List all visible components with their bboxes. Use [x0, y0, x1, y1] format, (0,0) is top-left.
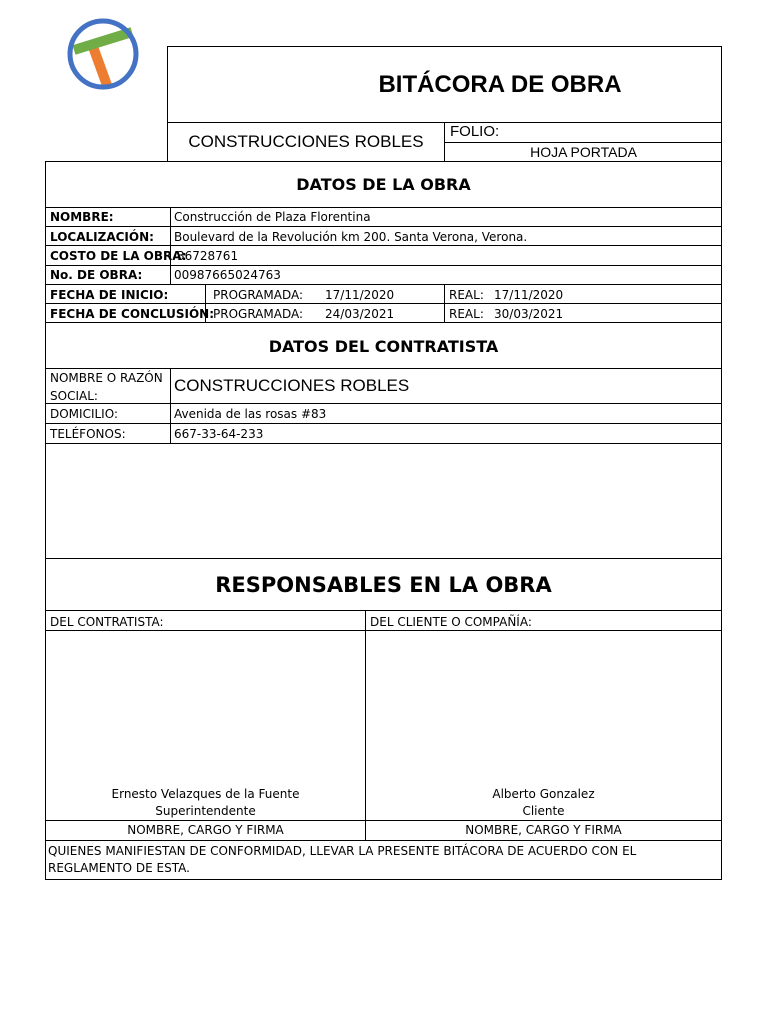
firma-label-right: NOMBRE, CARGO Y FIRMA: [465, 823, 622, 837]
inicio-real-label: REAL:: [449, 288, 484, 302]
row-line: [45, 840, 722, 841]
row-line: [45, 207, 722, 208]
fecha-conclusion-label: FECHA DE CONCLUSIÓN:: [50, 307, 215, 321]
col-line: [444, 284, 445, 322]
firma-label-left: NOMBRE, CARGO Y FIRMA: [127, 823, 284, 837]
fecha-inicio-label: FECHA DE INICIO:: [50, 288, 169, 302]
telefonos-value: 667-33-64-233: [174, 427, 264, 441]
section-title-responsables: RESPONSABLES EN LA OBRA: [215, 573, 552, 597]
razon-value: CONSTRUCCIONES ROBLES: [174, 376, 410, 395]
nombre-label: NOMBRE:: [50, 210, 114, 224]
razon-label-line2: SOCIAL:: [50, 389, 98, 403]
row-line: [45, 443, 722, 444]
row-line: [45, 820, 722, 821]
folio-label: FOLIO:: [450, 123, 500, 140]
row-line: [45, 265, 722, 266]
circle-cross-logo: [64, 14, 144, 94]
costo-value: 36728761: [177, 249, 239, 263]
cliente-signature-role: Cliente: [522, 804, 565, 818]
localizacion-label: LOCALIZACIÓN:: [50, 230, 154, 244]
form-border: [45, 161, 722, 880]
logo-orange-bar: [92, 44, 108, 88]
row-line: [45, 558, 722, 559]
costo-label: COSTO DE LA OBRA:: [50, 249, 187, 263]
domicilio-label: DOMICILIO:: [50, 407, 118, 421]
numero-obra-value: 00987665024763: [174, 268, 281, 282]
row-line: [45, 403, 722, 404]
conformidad-note: QUIENES MANIFIESTAN DE CONFORMIDAD, LLEVAR LA PRESENTE BITÁCORA DE ACUERDO CON EL REGLAMENTO DE ESTA.: [48, 844, 637, 875]
numero-obra-label: No. DE OBRA:: [50, 268, 143, 282]
sheet-label: HOJA PORTADA: [530, 144, 637, 160]
razon-label-line1: NOMBRE O RAZÓN: [50, 371, 163, 385]
telefonos-label: TELÉFONOS:: [50, 427, 126, 441]
row-line: [45, 423, 722, 424]
section-title-obra: DATOS DE LA OBRA: [296, 175, 471, 194]
contratista-signature-name: Ernesto Velazques de la Fuente: [111, 787, 300, 801]
contratista-signature-role: Superintendente: [155, 804, 256, 818]
company-name: CONSTRUCCIONES ROBLES: [188, 132, 424, 151]
conclusion-real-value: 30/03/2021: [494, 307, 564, 321]
conclusion-programada-label: PROGRAMADA:: [213, 307, 304, 321]
conclusion-programada-value: 24/03/2021: [325, 307, 395, 321]
row-line: [45, 284, 722, 285]
localizacion-value: Boulevard de la Revolución km 200. Santa Verona, Verona.: [174, 230, 528, 244]
cliente-signature-name: Alberto Gonzalez: [492, 787, 595, 801]
row-line: [45, 226, 722, 227]
nombre-value: Construcción de Plaza Florentina: [174, 210, 371, 224]
logo-green-bar: [74, 32, 132, 50]
del-contratista-label: DEL CONTRATISTA:: [50, 615, 164, 629]
domicilio-value: Avenida de las rosas #83: [174, 407, 327, 421]
inicio-real-value: 17/11/2020: [494, 288, 564, 302]
inicio-programada-label: PROGRAMADA:: [213, 288, 304, 302]
document-title: BITÁCORA DE OBRA: [378, 71, 622, 98]
conclusion-real-label: REAL:: [449, 307, 484, 321]
section-title-contratista: DATOS DEL CONTRATISTA: [268, 337, 499, 356]
del-cliente-label: DEL CLIENTE O COMPAÑÍA:: [370, 615, 532, 629]
inicio-programada-value: 17/11/2020: [325, 288, 395, 302]
row-line: [45, 610, 722, 611]
